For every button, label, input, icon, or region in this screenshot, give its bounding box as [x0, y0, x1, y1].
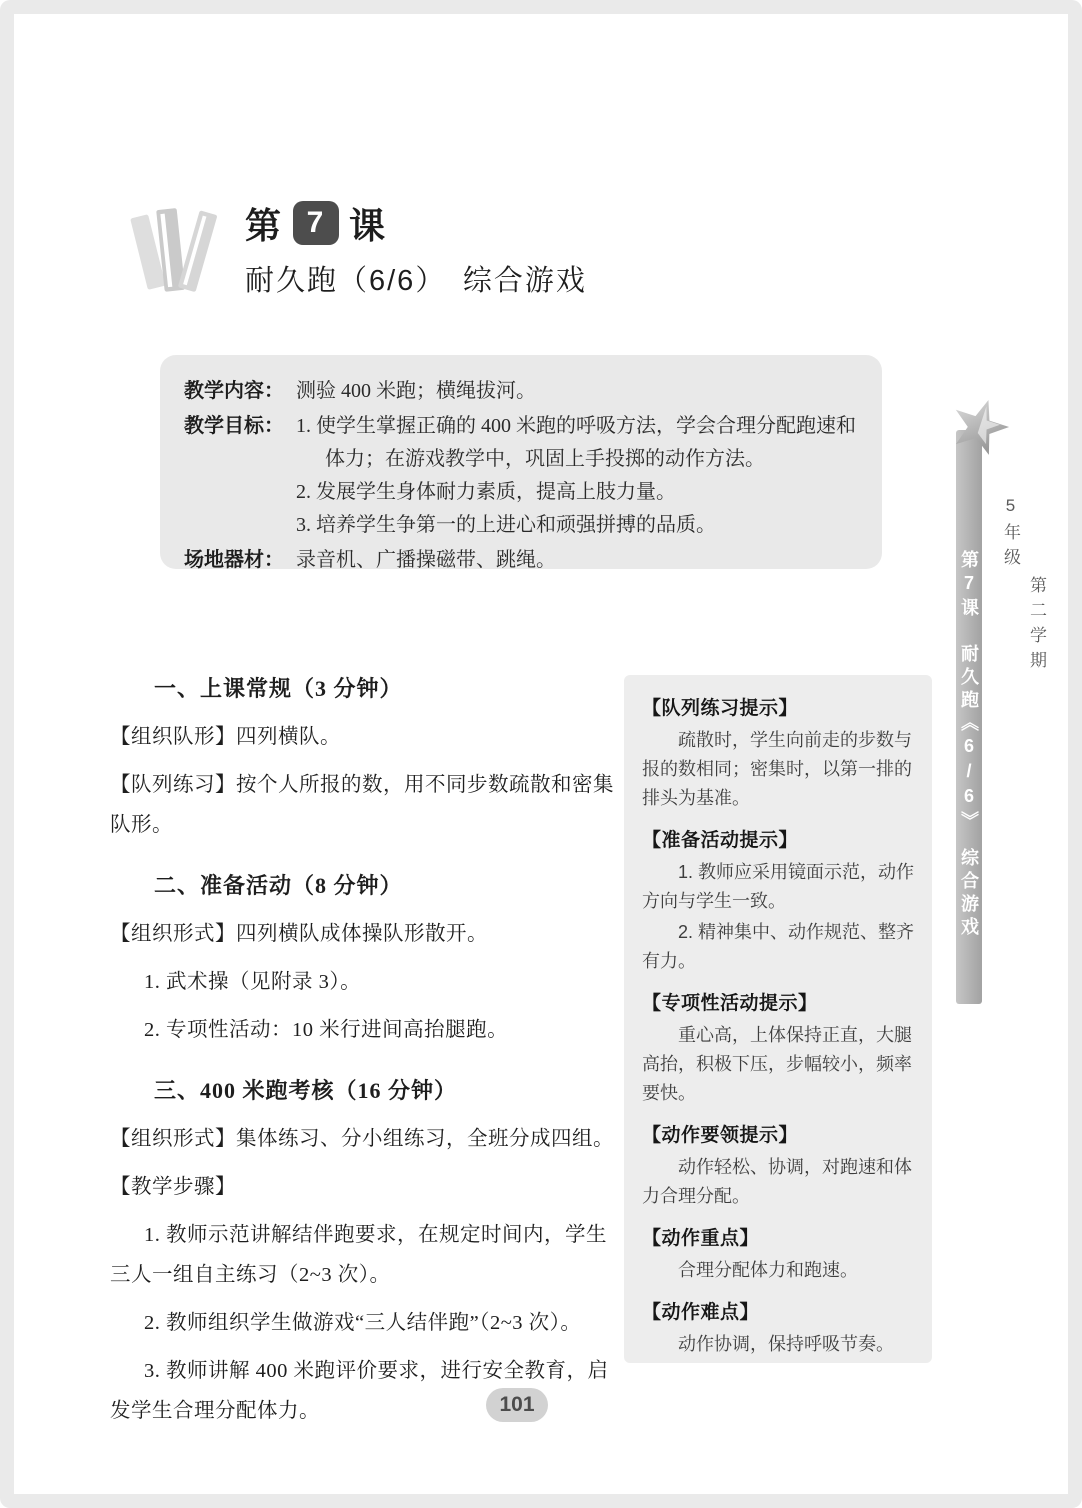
paragraph: 【组织队形】四列横队。 — [110, 726, 341, 748]
tip-text: 动作协调，保持呼吸节奏。 — [678, 1334, 894, 1354]
tip-text: 疏散时，学生向前走的步数与报的数相同；密集时，以第一排的排头为基准。 — [642, 730, 912, 808]
semester-label: 第二学期 — [1027, 576, 1046, 676]
tip-text: 动作轻松、协调，对跑速和体力合理分配。 — [642, 1157, 912, 1206]
paragraph: 【教学步骤】 — [110, 1176, 236, 1198]
page-number-badge: 101 — [486, 1388, 548, 1422]
goal-item: 1. 使学生掌握正确的 400 米跑的呼吸方法，学会合理分配跑速和体力；在游戏教学中，巩固上手投掷的动作方法。 — [296, 415, 856, 470]
paragraph: 1. 教师示范讲解结伴跑要求，在规定时间内，学生三人一组自主练习（2~3 次）。 — [110, 1224, 607, 1286]
goals-label: 教学目标： — [184, 415, 284, 437]
section-heading: 二、准备活动（8 分钟） — [154, 873, 403, 898]
tip-text: 合理分配体力和跑速。 — [678, 1260, 858, 1280]
lesson-body — [110, 664, 625, 1439]
chapter-sidebar-text: 第7课 耐久跑《6/6》 综合游戏 — [959, 550, 979, 940]
tip-heading: 【动作要领提示】 — [642, 1125, 799, 1146]
equipment-text: 录音机、广播操磁带、跳绳。 — [296, 549, 556, 571]
lesson-subtitle: 耐久跑（6/6） 综合游戏 — [245, 265, 587, 297]
section-heading: 三、400 米跑考核（16 分钟） — [154, 1078, 458, 1103]
paragraph: 【组织形式】四列横队成体操队形散开。 — [110, 923, 488, 945]
tip-heading: 【动作重点】 — [642, 1228, 760, 1249]
grade-label: 5年级 — [1001, 496, 1020, 573]
goal-item: 3. 培养学生争第一的上进心和顽强拼搏的品质。 — [296, 514, 716, 536]
paragraph: 2. 教师组织学生做游戏“三人结伴跑”（2~3 次）。 — [144, 1312, 582, 1334]
tip-heading: 【准备活动提示】 — [642, 830, 799, 851]
tip-text: 2. 精神集中、动作规范、整齐有力。 — [642, 922, 915, 971]
paragraph: 【组织形式】集体练习、分小组练习，全班分成四组。 — [110, 1128, 614, 1150]
goal-item: 2. 发展学生身体耐力素质，提高上肢力量。 — [296, 481, 676, 503]
lesson-number-badge: 7 — [293, 201, 339, 245]
content-text: 测验 400 米跑；横绳拔河。 — [296, 380, 536, 402]
books-icon — [128, 196, 236, 304]
lesson-prefix: 第 — [245, 204, 284, 246]
overview-equipment-row — [184, 544, 858, 577]
tip-text: 重心高，上体保持正直，大腿高抬，积极下压，步幅较小，频率要快。 — [642, 1025, 912, 1103]
equipment-label: 场地器材： — [184, 549, 284, 571]
goals-list — [296, 410, 858, 542]
tip-heading: 【动作难点】 — [642, 1302, 760, 1323]
overview-goals-row — [184, 410, 858, 542]
tip-heading: 【队列练习提示】 — [642, 698, 799, 719]
content-label: 教学内容： — [184, 380, 284, 402]
tip-text: 1. 教师应采用镜面示范，动作方向与学生一致。 — [642, 862, 915, 911]
lesson-title — [245, 198, 387, 248]
paragraph: 【队列练习】按个人所报的数，用不同步数疏散和密集队形。 — [110, 774, 614, 836]
paragraph: 3. 教师讲解 400 米跑评价要求，进行安全教育，启发学生合理分配体力。 — [110, 1360, 609, 1422]
section-heading: 一、上课常规（3 分钟） — [154, 676, 403, 701]
paragraph: 1. 武术操（见附录 3）。 — [144, 971, 362, 993]
star-icon — [944, 396, 1016, 456]
tip-heading: 【专项性活动提示】 — [642, 993, 818, 1014]
tips-box — [624, 675, 932, 1363]
overview-box — [160, 355, 882, 569]
chapter-sidebar-bar — [956, 430, 982, 1004]
paragraph: 2. 专项性活动：10 米行进间高抬腿跑。 — [144, 1019, 509, 1041]
lesson-suffix: 课 — [349, 204, 388, 246]
overview-content-row — [184, 375, 858, 408]
